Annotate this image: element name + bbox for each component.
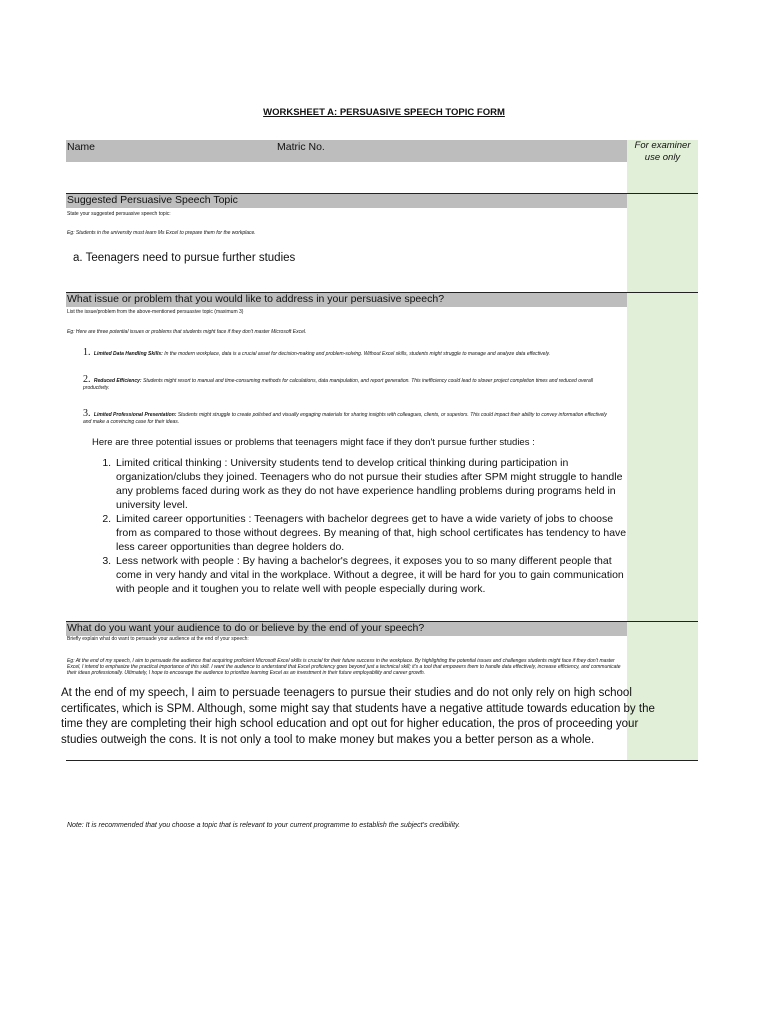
audience-answer: At the end of my speech, I aim to persuade teenagers to pursue their studies and do not only rely on high school certificates, which is SPM. Although, some might say that students have a negative attitude towards education by the time they are completing their high school education and opt out for higher education, the pros of proceeding your studies outweigh the cons. It is not only a tool to make money but makes you a better person as a whole. — [61, 687, 655, 746]
example-item — [83, 410, 613, 426]
example-item-number: 2. — [83, 374, 91, 385]
topic-answer — [73, 252, 295, 264]
issues-answer-item: 3. Less network with people : By having a bachelor's degrees, it exposes you to so many different people that come in very handy and vital in the workplace. Without a degree, it will be hard for you to gain communication with people and it toughen you to relate well with people especially during work. — [114, 554, 634, 596]
example-item-bold: Limited Data Handling Skills: — [93, 351, 163, 357]
topic-instruction: State your suggested persuasive speech topic: — [67, 211, 171, 217]
name-matric-bar — [66, 140, 627, 162]
issues-answer-list — [88, 456, 634, 596]
issues-instruction: List the issue/problem from the above-mentioned persuasive topic (maximum 3) — [67, 309, 244, 315]
example-item-text: Students might resort to manual and time-consuming methods for calculations, data manipulation, and report generation. This inefficiency could lead to slower project completion times and reduced overall productivity. — [83, 378, 593, 391]
example-item-text: Students might struggle to create polished and visually engaging materials for sharing insights with colleagues, clients, or superiors. This could impact their ability to convey information effectively and make a convincing case for their ideas. — [83, 412, 607, 425]
topic-answer-marker: a. — [73, 252, 83, 264]
topic-heading: Suggested Persuasive Speech Topic — [66, 194, 627, 208]
example-item-number: 1. — [83, 347, 91, 358]
issues-answer-item: 2. Limited career opportunities : Teenagers with bachelor degrees get to have a wide variety of jobs to choose from as compared to those without degrees. By meaning of that, high school certificates has tendency to have less career opportunities than degree holders do. — [114, 512, 634, 554]
audience-example: Eg: At the end of my speech, I aim to persuade the audience that acquiring proficient Microsoft Excel skills is crucial for their future success in the workplace. By highlighting the potential issues and challenges students might face if they don't master Excel, I intend to emphasize the practical importance of this skill. I want the audience to understand that Excel proficiency goes beyond just a technical skill; it's a tool that empowers them to handle data effectively, increase efficiency, and communicate their ideas professionally. Ultimately, I hope to encourage the audience to prioritize learning Excel as an investment in their future employability and career growth. — [67, 658, 621, 676]
example-item-bold: Limited Professional Presentation: — [93, 412, 177, 418]
example-item — [83, 349, 613, 358]
example-item-text: In the modern workplace, data is a crucial asset for decision-making and problem-solving. Without Excel skills, students might struggle to manage and analyze data effectively. — [164, 351, 551, 357]
matric-label: Matric No. — [277, 141, 325, 153]
topic-example: Eg: Students in the university must learn Ms Excel to prepare them for the workplace. — [67, 230, 256, 236]
issues-answer-intro: Here are three potential issues or problems that teenagers might face if they don't pursue further studies : — [92, 437, 535, 448]
examiner-column — [627, 140, 698, 760]
issues-heading: What issue or problem that you would like to address in your persuasive speech? — [66, 293, 627, 307]
audience-instruction: Briefly explain what do want to persuade your audience at the end of your speech: — [67, 636, 249, 642]
example-item-number: 3. — [83, 408, 91, 419]
divider — [66, 760, 698, 761]
worksheet-title: WORKSHEET A: PERSUASIVE SPEECH TOPIC FORM — [263, 107, 505, 118]
name-label: Name — [67, 141, 96, 153]
topic-answer-text: Teenagers need to pursue further studies — [85, 252, 296, 264]
issues-example: Eg: Here are three potential issues or problems that students might face if they don't master Microsoft Excel. — [67, 329, 307, 335]
example-item-bold: Reduced Efficiency: — [93, 378, 142, 384]
audience-heading: What do you want your audience to do or believe by the end of your speech? — [66, 622, 627, 636]
example-item — [83, 376, 613, 392]
issues-answer-item: 1. Limited critical thinking : University students tend to develop critical thinking during participation in organization/clubs they joined. Teenagers who do not pursue their studies after SPM might struggle to handle any problems faced during work as they do not have experience handling problems during programs held in university level. — [114, 456, 634, 512]
footer-note: Note: It is recommended that you choose a topic that is relevant to your current programme to establish the subject's credibility. — [67, 822, 461, 829]
examiner-label: For examiner use only — [634, 140, 691, 163]
